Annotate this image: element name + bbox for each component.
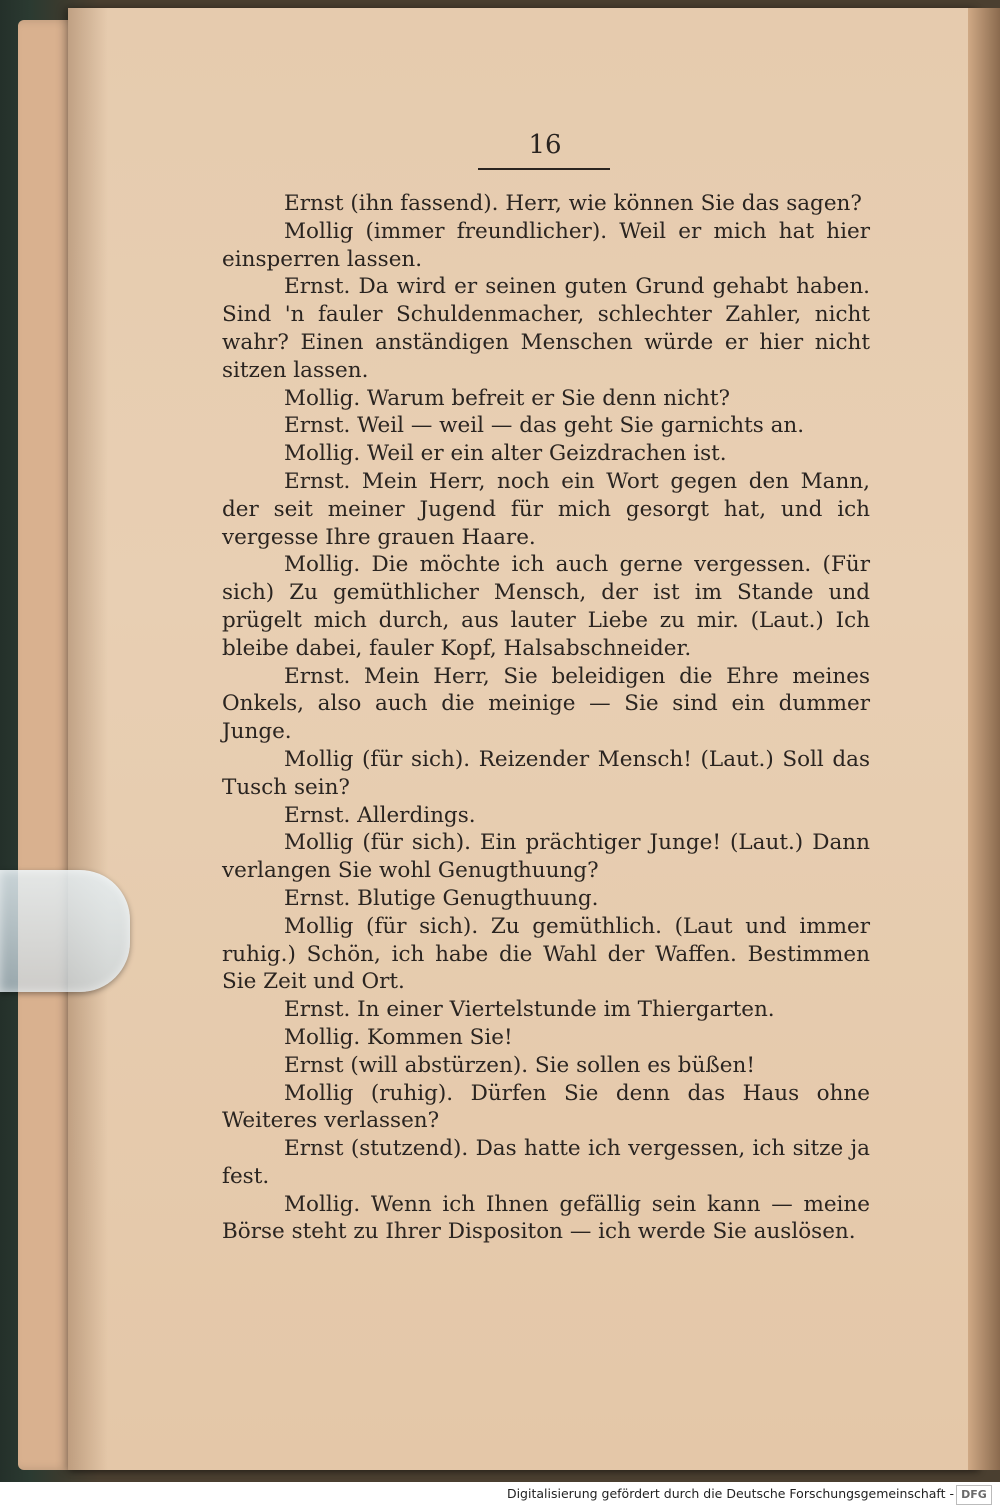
glass-clip: [0, 870, 130, 992]
text-line: Mollig (ruhig). Dürfen Sie denn das Haus ohne Weiteres verlassen?: [222, 1080, 870, 1134]
page-right-edge: [968, 8, 1000, 1470]
page-number-rule: [478, 168, 610, 170]
text-line: Mollig (für sich). Ein prächtiger Junge! (Laut.) Dann verlangen Sie wohl Genugthuung?: [222, 830, 870, 884]
text-line: Ernst (will abstürzen). Sie sollen es büßen!: [284, 1052, 755, 1078]
text-line: Ernst. Mein Herr, Sie beleidigen die Ehre meines Onkels, also auch die meinige — Sie sind ein dummer Junge.: [222, 663, 870, 745]
text-line: Ernst. Blutige Genugthuung.: [284, 885, 599, 911]
text-line: Ernst. Mein Herr, noch ein Wort gegen den Mann, der seit meiner Jugend für mich gesorgt hat, und ich vergesse Ihre grauen Haare.: [222, 468, 870, 550]
text-line: Mollig. Die möchte ich auch gerne vergessen. (Für sich) Zu gemüthlicher Mensch, der ist im Stande und prügelt mich durch, aus lauter Liebe zu mir. (Laut.) Ich bleibe dabei, fauler Kopf, Halsabschneider.: [222, 552, 870, 661]
text-line: Ernst (stutzend). Das hatte ich vergessen, ich sitze ja fest.: [222, 1136, 870, 1189]
text-line: Mollig. Wenn ich Ihnen gefällig sein kann — meine Börse steht zu Ihrer Dispositon — ich werde Sie auslösen.: [222, 1191, 870, 1245]
footer-credit: Digitalisierung gefördert durch die Deutsche Forschungsgemeinschaft -: [506, 1486, 954, 1501]
page-gutter-shadow: [68, 8, 108, 1470]
text-line: Ernst. Weil — weil — das geht Sie garnichts an.: [284, 413, 805, 439]
text-line: Mollig (für sich). Reizender Mensch! (Laut.) Soll das Tusch sein?: [222, 746, 870, 800]
footer-bar: [0, 1482, 1000, 1508]
text-line: Ernst. Da wird er seinen guten Grund gehabt haben. Sind 'n fauler Schuldenmacher, schlechter Zahler, nicht wahr? Einen anständigen Menschen würde er hier nicht sitzen lassen.: [222, 274, 870, 383]
text-line: Ernst. Allerdings.: [284, 802, 476, 828]
text-line: Mollig. Warum befreit er Sie denn nicht?: [284, 385, 730, 411]
text-line: Ernst. In einer Viertelstunde im Thiergarten.: [284, 997, 775, 1023]
page-text: [222, 190, 870, 1246]
text-line: Mollig. Kommen Sie!: [284, 1024, 513, 1050]
text-line: Mollig. Weil er ein alter Geizdrachen ist.: [284, 441, 727, 467]
text-line: Ernst (ihn fassend). Herr, wie können Sie das sagen?: [284, 191, 862, 216]
dfg-logo: DFG: [956, 1485, 992, 1505]
text-line: Mollig (immer freundlicher). Weil er mich hat hier einsperren lassen.: [222, 218, 870, 272]
page-number: 16: [528, 130, 562, 160]
text-line: Mollig (für sich). Zu gemüthlich. (Laut und immer ruhig.) Schön, ich habe die Wahl der Waffen. Bestimmen Sie Zeit und Ort.: [222, 913, 870, 995]
